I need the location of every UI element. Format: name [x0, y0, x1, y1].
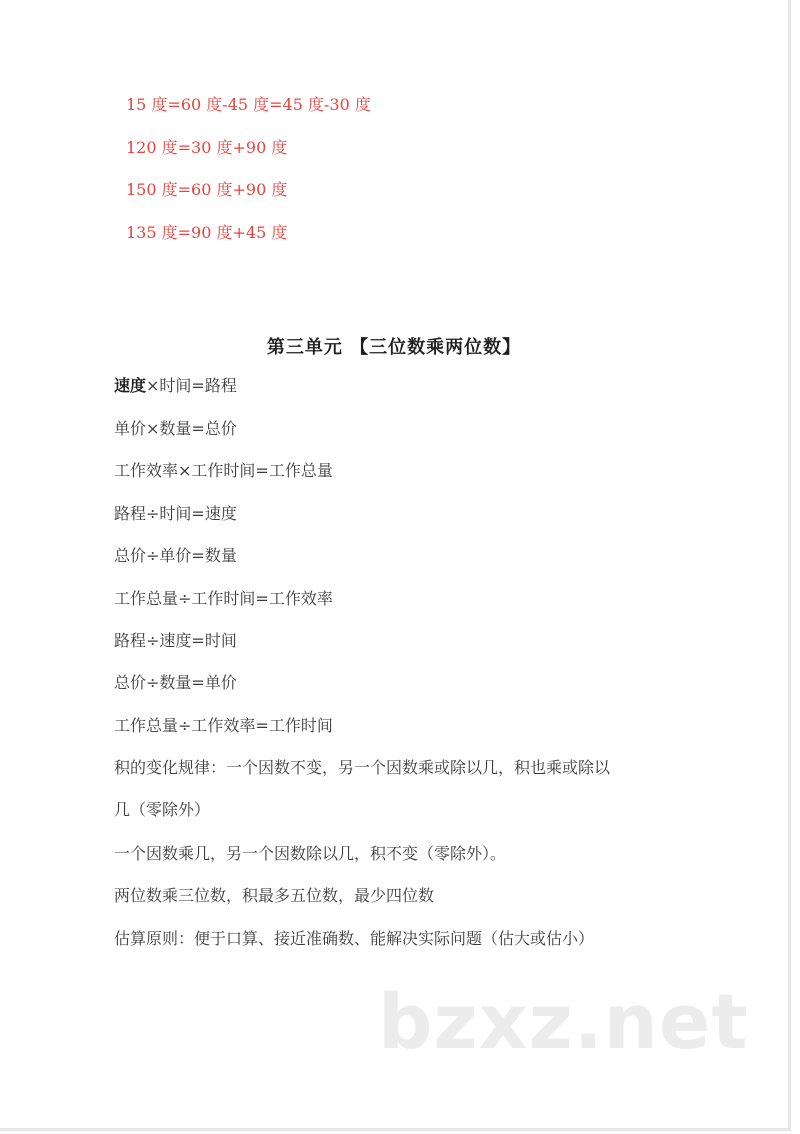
- formula-line: 单价×数量=总价: [114, 419, 237, 438]
- product-rule-line-cont: 几（零除外）: [114, 800, 211, 819]
- angle-equation-150: 150 度=60 度+90 度: [126, 180, 288, 199]
- formula-line: 工作总量÷工作时间=工作效率: [114, 589, 333, 608]
- formula-rest: ×时间=路程: [146, 376, 237, 395]
- estimation-principle-line: 估算原则：便于口算、接近准确数、能解决实际问题（估大或估小）: [114, 929, 595, 948]
- formula-line: 总价÷单价=数量: [114, 546, 237, 565]
- product-invariance-line: 一个因数乘几，另一个因数除以几，积不变（零除外）。: [114, 844, 507, 863]
- formula-line: 路程÷时间=速度: [114, 504, 237, 523]
- angle-equation-135: 135 度=90 度+45 度: [126, 223, 288, 242]
- digit-count-line: 两位数乘三位数，积最多五位数，最少四位数: [114, 886, 435, 905]
- watermark-logo: bzxz.net: [378, 977, 749, 1066]
- angle-equation-15: 15 度=60 度-45 度=45 度-30 度: [126, 95, 371, 114]
- formula-term-speed: 速度: [114, 376, 147, 395]
- formula-line: 工作效率×工作时间=工作总量: [114, 461, 333, 480]
- formula-line: 总价÷数量=单价: [114, 673, 237, 692]
- section-title: 第三单元 【三位数乘两位数】: [266, 337, 522, 358]
- formula-line: 路程÷速度=时间: [114, 631, 237, 650]
- product-rule-line: 积的变化规律：一个因数不变，另一个因数乘或除以几，积也乘或除以: [114, 758, 611, 777]
- formula-line: 工作总量÷工作效率=工作时间: [114, 716, 333, 735]
- formula-line: [114, 375, 237, 397]
- angle-equation-120: 120 度=30 度+90 度: [126, 138, 288, 157]
